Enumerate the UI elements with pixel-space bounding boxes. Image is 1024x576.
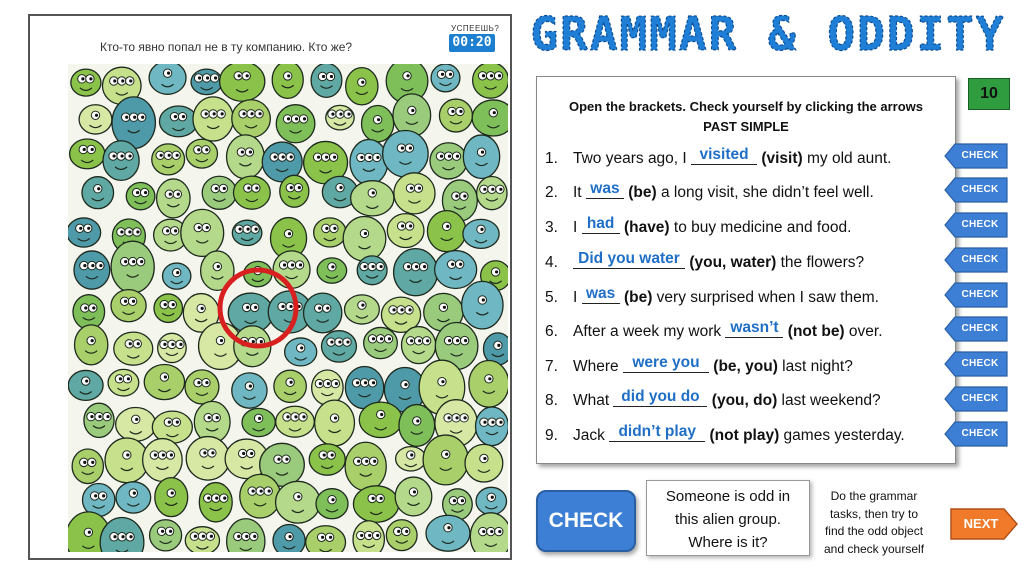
- hint-line: and check yourself: [823, 541, 925, 556]
- alien-crowd-image[interactable]: [68, 64, 508, 552]
- check-label: CHECK: [961, 150, 999, 161]
- exercise-item-6: 6. After a week my work wasn’t (not be) over.: [545, 319, 883, 340]
- level-badge: 10: [968, 78, 1010, 110]
- timer: 00:20: [449, 34, 495, 52]
- exercise-item-8: 8. What did you do (you, do) last weekend?: [545, 388, 881, 409]
- odd-question-line: Where is it?: [688, 534, 768, 551]
- answer-blank: did you do: [613, 388, 707, 407]
- exercise-item-9: 9. Jack didn’t play (not play) games yesterday.: [545, 423, 905, 444]
- game-title-text: GRAMMAR & ODDITY: [530, 7, 1006, 61]
- check-arrow-3[interactable]: [944, 212, 1008, 238]
- answer-blank: visited: [691, 146, 757, 165]
- timer-label: УСПЕЕШЬ?: [451, 24, 500, 33]
- puzzle-panel: [28, 14, 512, 560]
- check-arrow-6[interactable]: [944, 316, 1008, 342]
- check-label: CHECK: [961, 358, 999, 369]
- check-arrow-4[interactable]: [944, 247, 1008, 273]
- hint-line: Do the grammar: [830, 489, 918, 503]
- hint-line: find the odd object: [824, 524, 924, 538]
- hint-line: tasks, then try to: [829, 506, 919, 521]
- next-label: NEXT: [963, 516, 999, 531]
- check-arrow-5[interactable]: [944, 282, 1008, 308]
- next-button[interactable]: [950, 508, 1018, 540]
- puzzle-question: Кто-то явно попал не в ту компанию. Кто же?: [100, 40, 353, 54]
- answer-blank: were you: [623, 354, 709, 373]
- answer-blank: wasn’t: [725, 319, 783, 338]
- check-label: CHECK: [961, 184, 999, 195]
- check-label: CHECK: [961, 393, 999, 404]
- check-label: CHECK: [961, 323, 999, 334]
- answer-blank: had: [582, 215, 620, 234]
- answer-blank: Did you water: [573, 250, 685, 269]
- exercise-card: [536, 76, 956, 464]
- check-button[interactable]: CHECK: [536, 490, 636, 552]
- odd-question-line: this alien group.: [675, 511, 781, 528]
- odd-question-line: Someone is odd in: [665, 488, 791, 505]
- check-arrow-9[interactable]: [944, 421, 1008, 447]
- exercise-item-1: 1. Two years ago, I visited (visit) my old aunt.: [545, 146, 892, 167]
- exercise-item-7: 7. Where were you (be, you) last night?: [545, 354, 853, 375]
- odd-question-box: [646, 480, 810, 556]
- instruction-line: Open the brackets. Check yourself by clicking the arrows: [568, 99, 923, 114]
- check-arrow-7[interactable]: [944, 351, 1008, 377]
- game-title: [518, 6, 1018, 62]
- check-label: CHECK: [961, 428, 999, 439]
- hint-text: [812, 488, 936, 558]
- check-arrow-2[interactable]: [944, 177, 1008, 203]
- answer-blank: was: [586, 180, 624, 199]
- answer-blank: was: [582, 285, 620, 304]
- exercise-item-3: 3. I had (have) to buy medicine and food.: [545, 215, 852, 236]
- exercise-item-4: 4. Did you water (you, water) the flowers?: [545, 250, 865, 271]
- check-label: CHECK: [961, 289, 999, 300]
- check-label: CHECK: [961, 254, 999, 265]
- instructions: [537, 97, 955, 137]
- check-label: CHECK: [961, 219, 999, 230]
- exercise-item-2: 2. It was (be) a long visit, she didn’t feel well.: [545, 180, 874, 201]
- check-arrow-1[interactable]: [944, 143, 1008, 169]
- answer-blank: didn’t play: [609, 423, 705, 442]
- exercise-item-5: 5. I was (be) very surprised when I saw them.: [545, 285, 879, 306]
- tense-label: PAST SIMPLE: [703, 119, 789, 134]
- check-arrow-8[interactable]: [944, 386, 1008, 412]
